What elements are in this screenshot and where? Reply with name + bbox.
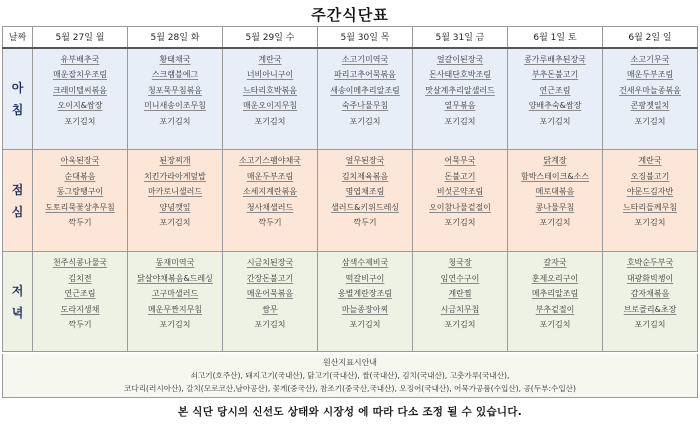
menu-item: 연근조림: [64, 289, 96, 298]
menu-cell: [413, 252, 508, 352]
menu-item: 훈제오리구이: [531, 273, 579, 283]
menu-item: 포기김치: [159, 218, 191, 227]
menu-item: 오이지&쌈장: [57, 101, 103, 110]
menu-item: 포기김치: [539, 116, 571, 126]
menu-item: 포기김치: [254, 116, 286, 126]
menu-item: 미니새송이조무침: [144, 101, 206, 110]
menu-item: 메로대볶음: [535, 187, 575, 196]
weekly-menu-table: [2, 26, 698, 352]
menu-item: 된장찌개: [159, 156, 191, 165]
menu-item: 크래미텔씨볶음: [52, 85, 108, 95]
menu-item: 계란찜: [448, 289, 472, 298]
menu-item: 청국장: [448, 258, 472, 267]
header-row: [3, 27, 698, 48]
menu-cell: [128, 252, 223, 352]
menu-cell: [318, 252, 413, 352]
menu-item: 연근조림: [539, 85, 571, 95]
lunch-row: [3, 150, 698, 252]
menu-item: 포기김치: [634, 218, 666, 227]
menu-item: 깍두기: [68, 320, 92, 329]
day-header: 6월 1일 토: [508, 27, 603, 48]
menu-item: 떡갈비구이: [345, 273, 385, 283]
menu-item: 치킨가라아게덮밥: [144, 171, 206, 181]
menu-item: 포기김치: [159, 320, 191, 329]
menu-item: 청포묵무침볶음: [147, 85, 203, 95]
day-header: 5월 29일 수: [223, 27, 318, 48]
menu-cell: [223, 150, 318, 252]
menu-item: 메추리알조림: [531, 289, 579, 298]
menu-item: 닭살야채볶음&드레싱: [137, 273, 213, 283]
menu-cell: [603, 252, 698, 352]
menu-item: 삼색수제비국: [341, 258, 389, 267]
menu-item: 열무볶음: [444, 101, 476, 110]
menu-item: 마카로니샐러드: [147, 187, 203, 196]
origin-notice: [2, 354, 698, 398]
menu-item: 매운두부조림: [246, 171, 294, 181]
menu-item: 포기김치: [64, 116, 96, 126]
menu-item: 포기김치: [634, 320, 666, 329]
menu-item: 닭계장: [543, 156, 567, 165]
menu-item: 동그랑땡구이: [56, 187, 104, 196]
origin-title: 원산지표시안내: [322, 358, 378, 367]
menu-item: 갈자국: [543, 258, 567, 267]
day-header: 5월 31일 금: [413, 27, 508, 48]
menu-item: 임연수구이: [440, 273, 480, 283]
meal-label: 아 침: [3, 48, 33, 150]
menu-item: 포기김치: [444, 116, 476, 126]
menu-item: 유부배추국: [60, 54, 100, 64]
menu-item: 순대볶음: [64, 171, 96, 181]
menu-item: 포기김치: [539, 218, 571, 227]
menu-item: 숙주나물무침: [341, 101, 389, 110]
menu-item: 비섯곤약조림: [436, 187, 484, 196]
menu-item: 스크램블에그: [151, 70, 199, 79]
menu-cell: [318, 48, 413, 150]
menu-item: 포기김치: [349, 116, 381, 126]
menu-item: 호박순두부국: [626, 258, 674, 267]
menu-item: 너비아니구이: [246, 70, 294, 79]
day-header: 5월 30일 목: [318, 27, 413, 48]
menu-item: 콩나물무침: [535, 202, 575, 212]
menu-item: 건새우마늘종볶음: [619, 85, 681, 95]
menu-cell: [603, 48, 698, 150]
menu-cell: [223, 48, 318, 150]
meal-label: 점 심: [3, 150, 33, 252]
menu-cell: [508, 252, 603, 352]
menu-item: 소세지계란볶음: [242, 187, 298, 196]
menu-item: 황태채국: [159, 54, 191, 64]
menu-cell: [603, 150, 698, 252]
menu-item: 부추겉절이: [535, 304, 575, 314]
menu-cell: [128, 48, 223, 150]
menu-item: 메운어묵볶음: [246, 289, 294, 298]
menu-item: 얼무된장국: [345, 156, 385, 165]
menu-item: 동재미역국: [155, 258, 195, 267]
menu-item: 포기김치: [444, 320, 476, 329]
menu-item: 어묵무국: [444, 156, 476, 165]
menu-item: 양념깻잎: [159, 202, 191, 212]
menu-item: 야문드김자반: [626, 187, 674, 196]
menu-item: 깍두기: [258, 218, 282, 227]
menu-cell: [318, 150, 413, 252]
day-header: 5월 27일 월: [33, 27, 128, 48]
menu-item: 간장돈불고기: [246, 273, 294, 283]
day-header: 6월 2일 일: [603, 27, 698, 48]
menu-item: 계란국: [258, 54, 282, 64]
page-title: 주간식단표: [311, 6, 389, 24]
menu-item: 시금치무침: [440, 304, 480, 314]
menu-item: 소고기미역국: [341, 54, 389, 64]
menu-item: 청사채샐러드: [246, 202, 294, 212]
menu-item: 포기김치: [634, 116, 666, 126]
menu-item: 느타리들께무침: [622, 202, 678, 212]
menu-item: 깍두기: [353, 218, 377, 227]
menu-item: 돈사태단호박조림: [429, 70, 491, 79]
menu-item: 얼갈이된장국: [436, 54, 484, 64]
menu-item: 아욱된장국: [60, 156, 100, 165]
menu-cell: [413, 48, 508, 150]
menu-cell: [508, 48, 603, 150]
menu-item: 느타리호박볶음: [242, 85, 298, 95]
menu-item: 메운무짠지무침: [147, 304, 203, 314]
menu-item: 돈불고기: [444, 171, 476, 181]
menu-item: 감자채볶음: [630, 289, 670, 298]
menu-item: 오징불고기: [630, 171, 670, 181]
breakfast-row: [3, 48, 698, 150]
menu-item: 브로콜리&초장: [623, 304, 677, 314]
menu-cell: [223, 252, 318, 352]
menu-item: 대광화빅챙이: [626, 273, 674, 283]
menu-item: 고구마샐러드: [151, 289, 199, 298]
menu-cell: [33, 150, 128, 252]
menu-item: 마늘종장아찌: [341, 304, 389, 314]
menu-item: 소고기무국: [630, 54, 670, 64]
origin-line: 코다리(러시아산), 갈치(모로코산,남아공산), 꽃게(중국산), 참조기(중국산,국내산), 오징어(국내산), 어묵가공품(수입산), 공(두부:수입산): [124, 384, 576, 393]
menu-item: 오이참나물겉절이: [429, 202, 491, 212]
menu-cell: [413, 150, 508, 252]
menu-cell: [508, 150, 603, 252]
menu-item: 파리고추어묵볶음: [334, 70, 396, 79]
menu-cell: [128, 150, 223, 252]
menu-item: 콘팡젯일치: [630, 101, 670, 110]
menu-item: 명엽채조림: [345, 187, 385, 196]
menu-item: 천주식콩나물국: [52, 258, 108, 267]
menu-item: 양배추숙&쌈장: [528, 101, 582, 110]
menu-cell: [33, 252, 128, 352]
menu-item: 포기김치: [159, 116, 191, 126]
menu-item: 소고기스팸야채국: [239, 156, 301, 165]
menu-cell: [33, 48, 128, 150]
date-header-label: 날짜: [3, 27, 33, 48]
meal-label: 저 녁: [3, 252, 33, 352]
menu-item: 옹별계란장조림: [337, 289, 393, 298]
menu-item: 매운잡치우조림: [52, 70, 108, 79]
menu-item: 포기김치: [349, 320, 381, 329]
menu-item: 함박스테이크&소스: [520, 171, 590, 181]
menu-item: 포기김치: [444, 218, 476, 227]
dinner-row: [3, 252, 698, 352]
adjustment-notice: 본 식단 당시의 신선도 상태와 시장성 에 따라 다소 조정 될 수 있습니다.: [177, 406, 523, 418]
menu-item: 포기김치: [539, 320, 571, 329]
menu-item: 쌈무: [262, 304, 278, 314]
menu-item: 김치전: [68, 273, 92, 283]
menu-item: 도라지생채: [60, 304, 100, 314]
menu-item: 깍두기: [68, 218, 92, 227]
menu-item: 매운오이지무침: [242, 101, 298, 110]
menu-item: 시금치된장국: [246, 258, 294, 267]
origin-line: 쇠고기(호주산), 돼지고기(국내산), 닭고기(국내산), 쌀(국내산), 김치(국내산), 고춧가루(국내산),: [190, 371, 510, 380]
menu-item: 맛살계추리알샐러드: [425, 85, 495, 95]
menu-item: 계란국: [638, 156, 662, 165]
menu-item: 샐러드&키위드레싱: [330, 202, 400, 212]
menu-item: 도토리묵꽃상추무침: [45, 202, 115, 212]
menu-item: 부추돈불고기: [531, 70, 579, 79]
menu-item: 콩가루배추된장국: [524, 54, 586, 64]
day-header: 5월 28일 화: [128, 27, 223, 48]
menu-item: 김치제육볶음: [341, 171, 389, 181]
menu-item: 매운두부조림: [626, 70, 674, 79]
menu-item: 새송이메추리알조림: [330, 85, 400, 95]
menu-item: 포기김치: [254, 320, 286, 329]
